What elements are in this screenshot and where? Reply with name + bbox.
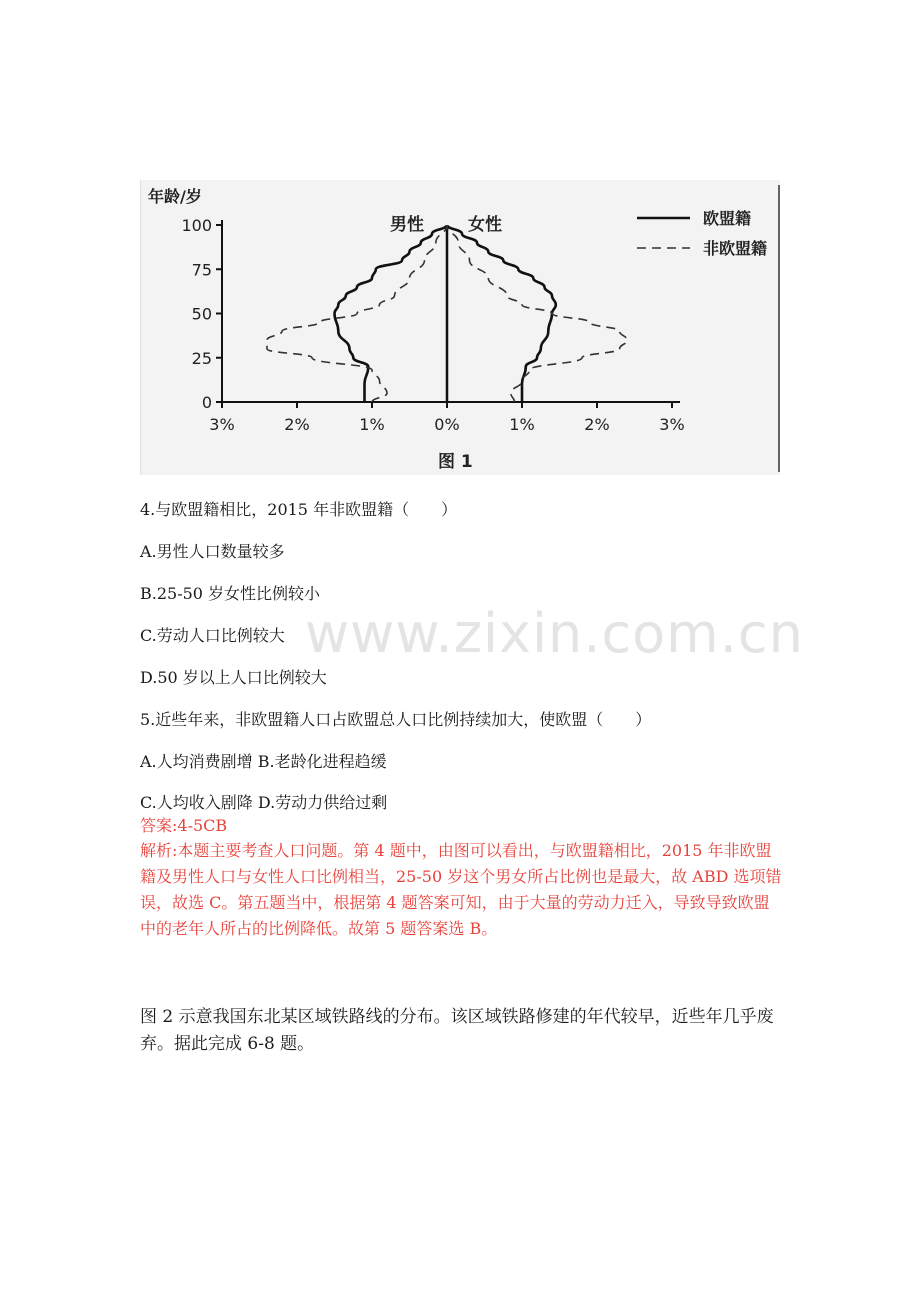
question-5-options-ab: A.人均消费剧增 B.老龄化进程趋缓 (140, 752, 387, 771)
male-label: 男性 (390, 215, 424, 235)
x-tick-label: 2% (584, 415, 610, 434)
x-tick-label: 3% (659, 415, 685, 434)
figure-2-intro: 图 2 示意我国东北某区域铁路线的分布。该区域铁路修建的年代较早，近些年几乎废弃。据此完成 6-8 题。 (140, 1007, 774, 1054)
x-tick-label: 3% (209, 415, 235, 434)
question-4-option-c: C.劳动人口比例较大 (140, 626, 285, 645)
answer-line: 答案:4-5CB (140, 816, 228, 835)
x-tick-label: 2% (284, 415, 310, 434)
question-5-options-cd: C.人均收入剧降 D.劳动力供给过剩 (140, 793, 388, 812)
population-pyramid-figure (140, 180, 780, 475)
question-4-option-d: D.50 岁以上人口比例较大 (140, 668, 327, 687)
y-tick-label: 100 (181, 216, 212, 235)
question-5-stem: 5.近些年来，非欧盟籍人口占欧盟总人口比例持续加大，使欧盟（ ） (140, 710, 652, 729)
x-tick-label: 0% (434, 415, 460, 434)
watermark: www.zixin.com.cn (305, 602, 804, 665)
x-tick-label: 1% (509, 415, 535, 434)
population-pyramid-chart (140, 180, 780, 475)
y-tick-label: 0 (201, 393, 212, 412)
y-axis-title: 年龄/岁 (148, 187, 202, 206)
legend-eu-label: 欧盟籍 (703, 209, 752, 228)
question-4-option-b: B.25-50 岁女性比例较小 (140, 584, 321, 603)
answer-analysis: 解析:本题主要考查人口问题。第 4 题中，由图可以看出，与欧盟籍相比，2015 年非欧盟籍及男性人口与女性人口比例相当，25-50 岁这个男女所占比例也是最大，故 ABD 选项错误，故选 C。第五题当中，根据第 4 题答案可知，由于大量的劳动力迁入，导致导致欧盟中的老年人所占的比例降低。故第 5 题答案选 B。 (140, 841, 782, 938)
y-tick-label: 25 (191, 348, 212, 368)
question-4-option-a: A.男性人口数量较多 (140, 542, 285, 561)
y-tick-label: 50 (191, 304, 212, 324)
y-tick-label: 75 (191, 260, 212, 280)
question-4-stem: 4.与欧盟籍相比，2015 年非欧盟籍（ ） (140, 500, 458, 519)
x-tick-label: 1% (359, 415, 385, 434)
legend-non-eu-label: 非欧盟籍 (703, 239, 768, 258)
figure-caption: 图 1 (438, 452, 473, 472)
female-label: 女性 (468, 215, 502, 235)
